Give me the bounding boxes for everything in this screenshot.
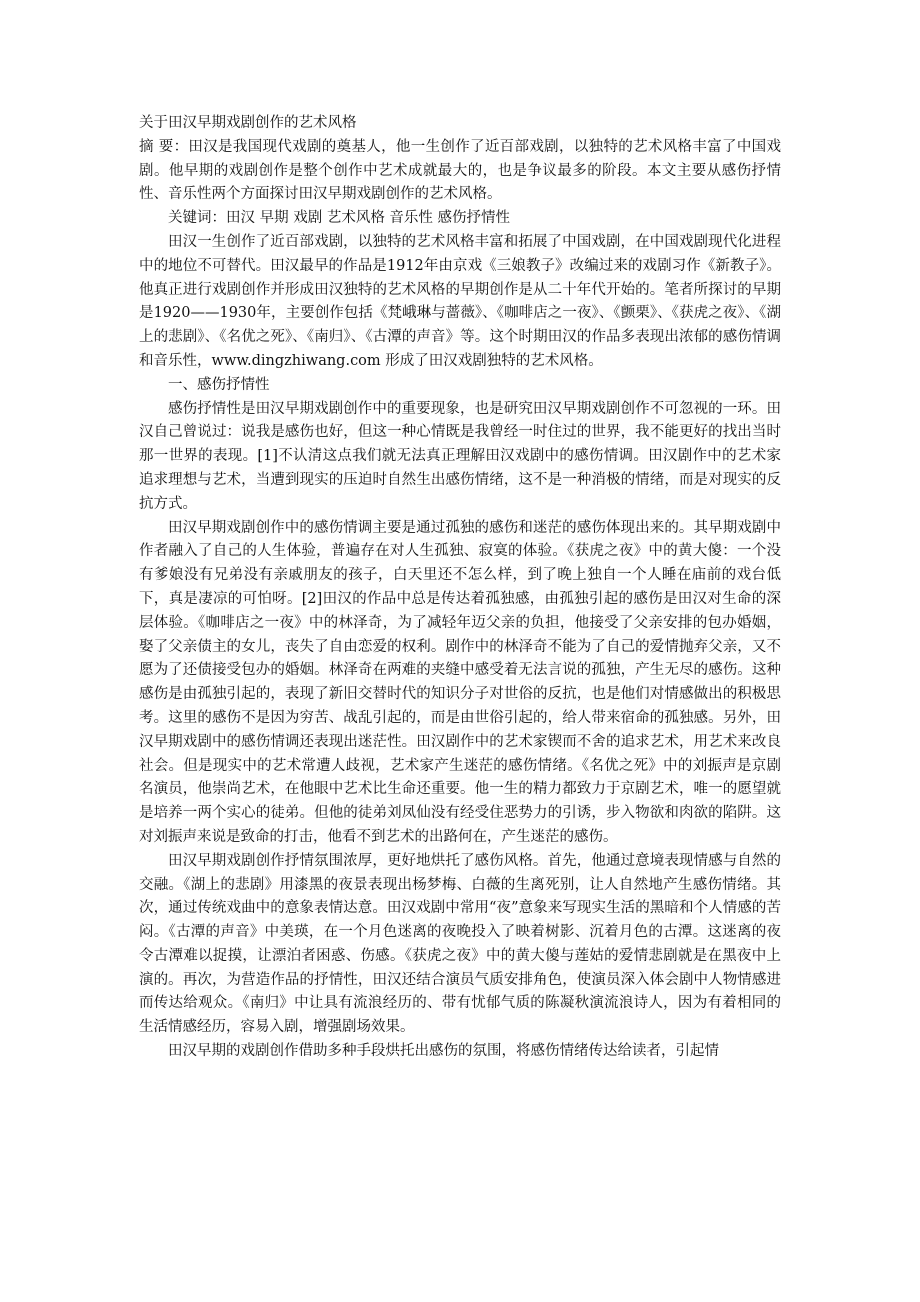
abstract-paragraph: 摘 要：田汉是我国现代戏剧的奠基人，他一生创作了近百部戏剧，以独特的艺术风格丰富了中国戏剧。他早期的戏剧创作是整个创作中艺术成就最大的，也是争议最多的阶段。本文主要从感伤抒情性、音乐性两个方面探讨田汉早期戏剧创作的艺术风格。 xyxy=(139,138,781,203)
document-title: 关于田汉早期戏剧创作的艺术风格 xyxy=(139,115,357,131)
body-paragraph: 感伤抒情性是田汉早期戏剧创作中的重要现象，也是研究田汉早期戏剧创作不可忽视的一环。田汉自己曾说过：说我是感伤也好，但这一种心情既是我曾经一时住过的世界，我不能更好的找出当时那一世界的表现。[1]不认清这点我们就无法真正理解田汉戏剧中的感伤情调。田汉剧作中的艺术家追求理想与艺术，当遭到现实的压迫时自然生出感伤情绪，这不是一种消极的情绪，而是对现实的反抗方式。 xyxy=(139,400,781,512)
body-paragraph: 田汉早期戏剧创作中的感伤情调主要是通过孤独的感伤和迷茫的感伤体现出来的。其早期戏剧中作者融入了自己的人生体验，普遍存在对人生孤独、寂寞的体验。《获虎之夜》中的黄大傻：一个没有爹娘没有兄弟没有亲戚朋友的孩子，白天里还不怎么样，到了晚上独自一个人睡在庙前的戏台低下，真是凄凉的可怕呀。[2]田汉的作品中总是传达着孤独感，由孤独引起的感伤是田汉对生命的深层体验。《咖啡店之一夜》中的林泽奇，为了减轻年迈父亲的负担，他接受了父亲安排的包办婚姻，娶了父亲债主的女儿，丧失了自由恋爱的权利。剧作中的林泽奇不能为了自己的爱情抛弃父亲，又不愿为了还债接受包办的婚姻。林泽奇在两难的夹缝中感受着无法言说的孤独，产生无尽的感伤。这种感伤是由孤独引起的，表现了新旧交替时代的知识分子对世俗的反抗，也是他们对情感做出的积极思考。这里的感伤不是因为穷苦、战乱引起的，而是由世俗引起的，给人带来宿命的孤独感。另外，田汉早期戏剧中的感伤情调还表现出迷茫性。田汉剧作中的艺术家锲而不舍的追求艺术，用艺术来改良社会。但是现实中的艺术常遭人歧视，艺术家产生迷茫的感伤情绪。《名优之死》中的刘振声是京剧名演员，他崇尚艺术，在他眼中艺术比生命还重要。他一生的精力都致力于京剧艺术，唯一的愿望就是培养一两个实心的徒弟。但他的徒弟刘凤仙没有经受住恶势力的引诱，步入物欲和肉欲的陷阱。这对刘振声来说是致命的打击，他看不到艺术的出路何在，产生迷茫的感伤。 xyxy=(139,519,781,845)
section-heading: 一、感伤抒情性 xyxy=(168,376,270,393)
body-paragraph: 田汉早期戏剧创作抒情氛围浓厚，更好地烘托了感伤风格。首先，他通过意境表现情感与自然的交融。《湖上的悲剧》用漆黑的夜景表现出杨梦梅、白薇的生离死别，让人自然地产生感伤情绪。其次，通过传统戏曲中的意象表情达意。田汉戏剧中常用“夜”意象来写现实生活的黑暗和个人情感的苦闷。《古潭的声音》中美瑛，在一个月色迷离的夜晚投入了映着树影、沉着月色的古潭。这迷离的夜令古潭难以捉摸，让漂泊者困惑、伤感。《获虎之夜》中的黄大傻与莲姑的爱情悲剧就是在黑夜中上演的。再次，为营造作品的抒情性，田汉还结合演员气质安排角色，使演员深入体会剧中人物情感进而传达给观众。《南归》中让具有流浪经历的、带有忧郁气质的陈凝秋演流浪诗人，因为有着相同的生活情感经历，容易入剧，增强剧场效果。 xyxy=(139,852,781,1036)
document-page xyxy=(139,112,781,1064)
body-paragraph-intro: 田汉一生创作了近百部戏剧，以独特的艺术风格丰富和拓展了中国戏剧，在中国戏剧现代化进程中的地位不可替代。田汉最早的作品是1912年由京戏《三娘教子》改编过来的戏剧习作《新教子》。他真正进行戏剧创作并形成田汉独特的艺术风格的早期创作是从二十年代开始的。笔者所探讨的早期是1920——1930年，主要创作包括《梵峨琳与蔷薇》、《咖啡店之一夜》、《颤栗》、《获虎之夜》、《湖上的悲剧》、《名优之死》、《南归》、《古潭的声音》等。这个时期田汉的作品多表现出浓郁的感伤情调和音乐性，www.dingzhiwang.com 形成了田汉戏剧独特的艺术风格。 xyxy=(139,233,781,369)
body-paragraph: 田汉早期的戏剧创作借助多种手段烘托出感伤的氛围，将感伤情绪传达给读者，引起情 xyxy=(168,1043,719,1060)
keywords-line: 关键词：田汉 早期 戏剧 艺术风格 音乐性 感伤抒情性 xyxy=(168,210,511,227)
